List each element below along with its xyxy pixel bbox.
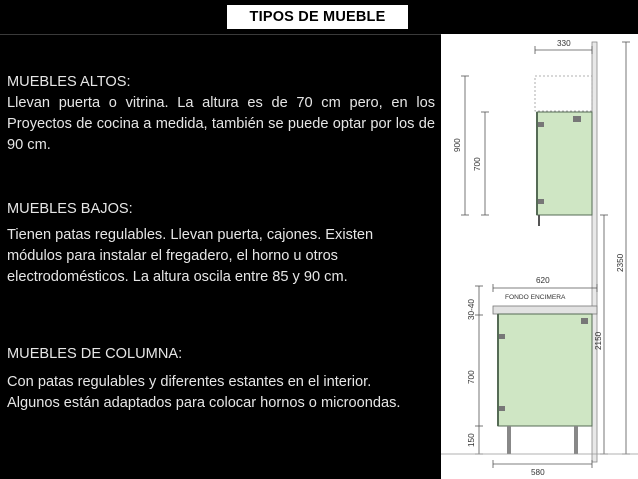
dim-counter-depth: 620: [536, 276, 550, 285]
heading-muebles-columna: MUEBLES DE COLUMNA:: [7, 346, 183, 362]
dim-backsplash: 30-40: [467, 299, 476, 320]
countertop: [493, 306, 597, 314]
upper-cabinet-hinge-bottom: [538, 199, 544, 204]
dim-upper-cabinet: 700: [473, 157, 482, 171]
title-bar: [0, 0, 638, 34]
cabinet-leg-back: [574, 426, 578, 454]
cabinet-leg-front: [507, 426, 511, 454]
upper-cabinet-hinge-top: [538, 122, 544, 127]
text-muebles-altos: Llevan puerta o vitrina. La altura es de 70 cm pero, en los Proyectos de cocina a medida, también se puede optar por los de 90 cm.: [7, 95, 435, 153]
text-muebles-bajos: Tienen patas regulables. Llevan puerta, cajones. Existen módulos para instalar el fregadero, el horno u otros electrodomésticos. La altura oscila entre 85 y 90 cm.: [7, 227, 374, 285]
upper-cabinet: [537, 112, 592, 215]
lower-cabinet-bracket: [581, 318, 588, 324]
lower-cabinet-hinge-top: [499, 334, 505, 339]
dim-plinth: 150: [467, 433, 476, 447]
lower-cabinet-hinge-bottom: [499, 406, 505, 411]
upper-cabinet-bracket: [573, 116, 581, 122]
dim-floor-to-upper: 2150: [594, 331, 603, 350]
text-muebles-columna: Con patas regulables y diferentes estantes en el interior. Algunos están adaptados para colocar hornos o microondas.: [7, 374, 401, 411]
heading-muebles-bajos: MUEBLES BAJOS:: [7, 201, 133, 217]
cabinet-diagram-svg: [441, 34, 638, 479]
kitchen-cabinet-diagram: [441, 34, 638, 479]
dim-total-height: 2350: [616, 253, 625, 272]
dim-upper-depth: 330: [557, 39, 571, 48]
counter-depth-label: FONDO ENCIMERA: [505, 294, 566, 301]
dim-upper-total: 900: [453, 138, 462, 152]
dim-lower-cabinet: 700: [467, 370, 476, 384]
upper-cabinet-extension-outline: [535, 76, 592, 111]
lower-cabinet: [498, 314, 592, 426]
wall: [592, 42, 597, 462]
slide-title: TIPOS DE MUEBLE: [227, 5, 408, 29]
dim-lower-depth: 580: [531, 468, 545, 477]
heading-muebles-altos: MUEBLES ALTOS:: [7, 74, 131, 90]
